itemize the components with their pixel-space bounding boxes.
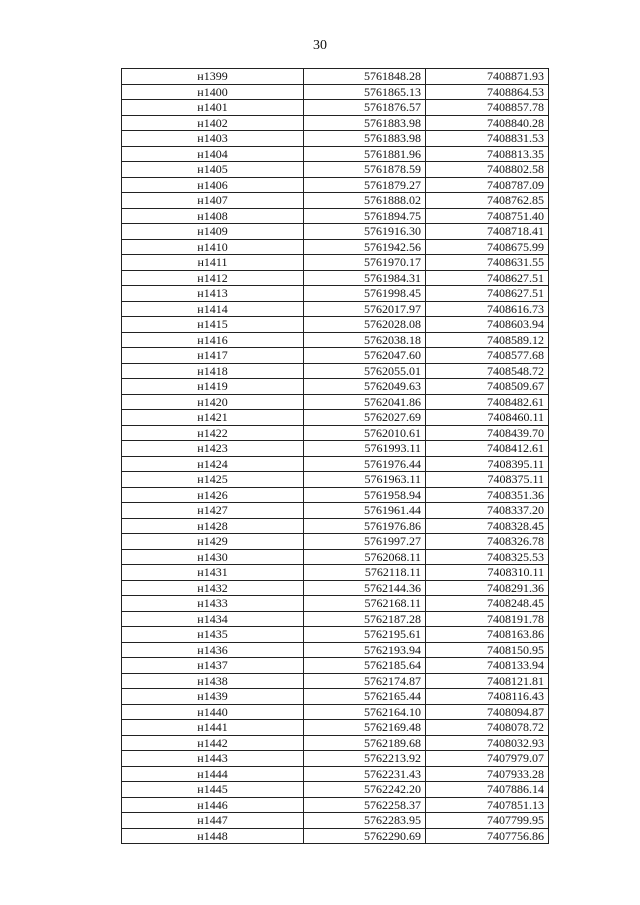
point-id-cell: н1444 bbox=[122, 766, 304, 782]
table-row bbox=[122, 348, 549, 364]
y-coordinate-cell: 7408291.36 bbox=[426, 580, 549, 596]
table-row bbox=[122, 193, 549, 209]
y-coordinate-cell: 7407799.95 bbox=[426, 813, 549, 829]
y-coordinate-cell: 7408840.28 bbox=[426, 115, 549, 131]
table-row bbox=[122, 549, 549, 565]
table-row bbox=[122, 565, 549, 581]
table-row bbox=[122, 317, 549, 333]
table-row bbox=[122, 162, 549, 178]
y-coordinate-cell: 7408121.81 bbox=[426, 673, 549, 689]
x-coordinate-cell: 5762165.44 bbox=[304, 689, 426, 705]
point-id-cell: н1443 bbox=[122, 751, 304, 767]
table-row bbox=[122, 813, 549, 829]
table-row bbox=[122, 115, 549, 131]
page-number: 30 bbox=[313, 38, 327, 53]
table-row bbox=[122, 611, 549, 627]
point-id-cell: н1447 bbox=[122, 813, 304, 829]
x-coordinate-cell: 5762027.69 bbox=[304, 410, 426, 426]
y-coordinate-cell: 7408328.45 bbox=[426, 518, 549, 534]
point-id-cell: н1436 bbox=[122, 642, 304, 658]
point-id-cell: н1442 bbox=[122, 735, 304, 751]
x-coordinate-cell: 5761963.11 bbox=[304, 472, 426, 488]
point-id-cell: н1435 bbox=[122, 627, 304, 643]
point-id-cell: н1427 bbox=[122, 503, 304, 519]
point-id-cell: н1438 bbox=[122, 673, 304, 689]
x-coordinate-cell: 5761881.96 bbox=[304, 146, 426, 162]
table-row bbox=[122, 735, 549, 751]
point-id-cell: н1401 bbox=[122, 100, 304, 116]
y-coordinate-cell: 7408802.58 bbox=[426, 162, 549, 178]
x-coordinate-cell: 5762195.61 bbox=[304, 627, 426, 643]
table-row bbox=[122, 270, 549, 286]
y-coordinate-cell: 7408248.45 bbox=[426, 596, 549, 612]
table-row bbox=[122, 69, 549, 85]
table-row bbox=[122, 689, 549, 705]
table-row bbox=[122, 146, 549, 162]
x-coordinate-cell: 5761942.56 bbox=[304, 239, 426, 255]
table-row bbox=[122, 487, 549, 503]
table-row bbox=[122, 518, 549, 534]
x-coordinate-cell: 5761961.44 bbox=[304, 503, 426, 519]
table-row bbox=[122, 828, 549, 844]
x-coordinate-cell: 5762231.43 bbox=[304, 766, 426, 782]
y-coordinate-cell: 7408509.67 bbox=[426, 379, 549, 395]
table-row bbox=[122, 782, 549, 798]
x-coordinate-cell: 5762283.95 bbox=[304, 813, 426, 829]
x-coordinate-cell: 5762038.18 bbox=[304, 332, 426, 348]
table-row bbox=[122, 410, 549, 426]
y-coordinate-cell: 7408631.55 bbox=[426, 255, 549, 271]
point-id-cell: н1419 bbox=[122, 379, 304, 395]
x-coordinate-cell: 5761883.98 bbox=[304, 115, 426, 131]
y-coordinate-cell: 7408871.93 bbox=[426, 69, 549, 85]
x-coordinate-cell: 5762055.01 bbox=[304, 363, 426, 379]
x-coordinate-cell: 5762187.28 bbox=[304, 611, 426, 627]
table-row bbox=[122, 751, 549, 767]
point-id-cell: н1403 bbox=[122, 131, 304, 147]
point-id-cell: н1414 bbox=[122, 301, 304, 317]
x-coordinate-cell: 5761848.28 bbox=[304, 69, 426, 85]
y-coordinate-cell: 7408150.95 bbox=[426, 642, 549, 658]
point-id-cell: н1428 bbox=[122, 518, 304, 534]
coordinates-table bbox=[121, 68, 549, 844]
table-row bbox=[122, 658, 549, 674]
point-id-cell: н1440 bbox=[122, 704, 304, 720]
point-id-cell: н1407 bbox=[122, 193, 304, 209]
x-coordinate-cell: 5761916.30 bbox=[304, 224, 426, 240]
table-row bbox=[122, 673, 549, 689]
point-id-cell: н1424 bbox=[122, 456, 304, 472]
point-id-cell: н1437 bbox=[122, 658, 304, 674]
table-row bbox=[122, 394, 549, 410]
point-id-cell: н1416 bbox=[122, 332, 304, 348]
x-coordinate-cell: 5761879.27 bbox=[304, 177, 426, 193]
x-coordinate-cell: 5762047.60 bbox=[304, 348, 426, 364]
table-row bbox=[122, 332, 549, 348]
table-row bbox=[122, 720, 549, 736]
table-row bbox=[122, 363, 549, 379]
point-id-cell: н1418 bbox=[122, 363, 304, 379]
table-row bbox=[122, 766, 549, 782]
y-coordinate-cell: 7408589.12 bbox=[426, 332, 549, 348]
point-id-cell: н1423 bbox=[122, 441, 304, 457]
point-id-cell: н1448 bbox=[122, 828, 304, 844]
table-row bbox=[122, 131, 549, 147]
y-coordinate-cell: 7408762.85 bbox=[426, 193, 549, 209]
y-coordinate-cell: 7408460.11 bbox=[426, 410, 549, 426]
point-id-cell: н1429 bbox=[122, 534, 304, 550]
y-coordinate-cell: 7407756.86 bbox=[426, 828, 549, 844]
point-id-cell: н1434 bbox=[122, 611, 304, 627]
y-coordinate-cell: 7408857.78 bbox=[426, 100, 549, 116]
y-coordinate-cell: 7408351.36 bbox=[426, 487, 549, 503]
table-row bbox=[122, 177, 549, 193]
point-id-cell: н1400 bbox=[122, 84, 304, 100]
x-coordinate-cell: 5762168.11 bbox=[304, 596, 426, 612]
x-coordinate-cell: 5762185.64 bbox=[304, 658, 426, 674]
y-coordinate-cell: 7408310.11 bbox=[426, 565, 549, 581]
x-coordinate-cell: 5761993.11 bbox=[304, 441, 426, 457]
y-coordinate-cell: 7408548.72 bbox=[426, 363, 549, 379]
point-id-cell: н1402 bbox=[122, 115, 304, 131]
table-row bbox=[122, 580, 549, 596]
x-coordinate-cell: 5761998.45 bbox=[304, 286, 426, 302]
y-coordinate-cell: 7408439.70 bbox=[426, 425, 549, 441]
point-id-cell: н1432 bbox=[122, 580, 304, 596]
table-row bbox=[122, 534, 549, 550]
y-coordinate-cell: 7408325.53 bbox=[426, 549, 549, 565]
y-coordinate-cell: 7408116.43 bbox=[426, 689, 549, 705]
y-coordinate-cell: 7408718.41 bbox=[426, 224, 549, 240]
table-row bbox=[122, 224, 549, 240]
y-coordinate-cell: 7407886.14 bbox=[426, 782, 549, 798]
table-row bbox=[122, 286, 549, 302]
table-row bbox=[122, 472, 549, 488]
y-coordinate-cell: 7407851.13 bbox=[426, 797, 549, 813]
x-coordinate-cell: 5762169.48 bbox=[304, 720, 426, 736]
point-id-cell: н1417 bbox=[122, 348, 304, 364]
table-row bbox=[122, 797, 549, 813]
point-id-cell: н1409 bbox=[122, 224, 304, 240]
y-coordinate-cell: 7408627.51 bbox=[426, 270, 549, 286]
point-id-cell: н1441 bbox=[122, 720, 304, 736]
y-coordinate-cell: 7408163.86 bbox=[426, 627, 549, 643]
y-coordinate-cell: 7408864.53 bbox=[426, 84, 549, 100]
point-id-cell: н1410 bbox=[122, 239, 304, 255]
point-id-cell: н1439 bbox=[122, 689, 304, 705]
x-coordinate-cell: 5761865.13 bbox=[304, 84, 426, 100]
point-id-cell: н1411 bbox=[122, 255, 304, 271]
y-coordinate-cell: 7408603.94 bbox=[426, 317, 549, 333]
y-coordinate-cell: 7408627.51 bbox=[426, 286, 549, 302]
y-coordinate-cell: 7408094.87 bbox=[426, 704, 549, 720]
x-coordinate-cell: 5762017.97 bbox=[304, 301, 426, 317]
point-id-cell: н1415 bbox=[122, 317, 304, 333]
y-coordinate-cell: 7408577.68 bbox=[426, 348, 549, 364]
y-coordinate-cell: 7408078.72 bbox=[426, 720, 549, 736]
x-coordinate-cell: 5762213.92 bbox=[304, 751, 426, 767]
y-coordinate-cell: 7408675.99 bbox=[426, 239, 549, 255]
point-id-cell: н1425 bbox=[122, 472, 304, 488]
table-row bbox=[122, 208, 549, 224]
x-coordinate-cell: 5762164.10 bbox=[304, 704, 426, 720]
point-id-cell: н1445 bbox=[122, 782, 304, 798]
x-coordinate-cell: 5761876.57 bbox=[304, 100, 426, 116]
x-coordinate-cell: 5761997.27 bbox=[304, 534, 426, 550]
coordinates-table-body bbox=[122, 69, 549, 844]
y-coordinate-cell: 7408133.94 bbox=[426, 658, 549, 674]
point-id-cell: н1426 bbox=[122, 487, 304, 503]
point-id-cell: н1446 bbox=[122, 797, 304, 813]
point-id-cell: н1433 bbox=[122, 596, 304, 612]
x-coordinate-cell: 5761984.31 bbox=[304, 270, 426, 286]
y-coordinate-cell: 7408032.93 bbox=[426, 735, 549, 751]
y-coordinate-cell: 7408375.11 bbox=[426, 472, 549, 488]
x-coordinate-cell: 5761883.98 bbox=[304, 131, 426, 147]
table-row bbox=[122, 441, 549, 457]
y-coordinate-cell: 7407979.07 bbox=[426, 751, 549, 767]
x-coordinate-cell: 5762010.61 bbox=[304, 425, 426, 441]
y-coordinate-cell: 7408191.78 bbox=[426, 611, 549, 627]
point-id-cell: н1421 bbox=[122, 410, 304, 426]
x-coordinate-cell: 5761976.86 bbox=[304, 518, 426, 534]
x-coordinate-cell: 5762258.37 bbox=[304, 797, 426, 813]
x-coordinate-cell: 5761970.17 bbox=[304, 255, 426, 271]
y-coordinate-cell: 7408326.78 bbox=[426, 534, 549, 550]
x-coordinate-cell: 5761878.59 bbox=[304, 162, 426, 178]
table-row bbox=[122, 627, 549, 643]
y-coordinate-cell: 7408395.11 bbox=[426, 456, 549, 472]
table-row bbox=[122, 503, 549, 519]
table-row bbox=[122, 642, 549, 658]
x-coordinate-cell: 5762174.87 bbox=[304, 673, 426, 689]
point-id-cell: н1399 bbox=[122, 69, 304, 85]
x-coordinate-cell: 5762290.69 bbox=[304, 828, 426, 844]
y-coordinate-cell: 7408412.61 bbox=[426, 441, 549, 457]
y-coordinate-cell: 7408751.40 bbox=[426, 208, 549, 224]
point-id-cell: н1422 bbox=[122, 425, 304, 441]
table-row bbox=[122, 456, 549, 472]
x-coordinate-cell: 5762028.08 bbox=[304, 317, 426, 333]
y-coordinate-cell: 7408787.09 bbox=[426, 177, 549, 193]
y-coordinate-cell: 7408831.53 bbox=[426, 131, 549, 147]
table-row bbox=[122, 301, 549, 317]
x-coordinate-cell: 5762144.36 bbox=[304, 580, 426, 596]
y-coordinate-cell: 7408813.35 bbox=[426, 146, 549, 162]
point-id-cell: н1404 bbox=[122, 146, 304, 162]
point-id-cell: н1405 bbox=[122, 162, 304, 178]
table-row bbox=[122, 379, 549, 395]
table-row bbox=[122, 255, 549, 271]
point-id-cell: н1413 bbox=[122, 286, 304, 302]
point-id-cell: н1420 bbox=[122, 394, 304, 410]
y-coordinate-cell: 7408482.61 bbox=[426, 394, 549, 410]
point-id-cell: н1408 bbox=[122, 208, 304, 224]
table-row bbox=[122, 425, 549, 441]
x-coordinate-cell: 5762041.86 bbox=[304, 394, 426, 410]
x-coordinate-cell: 5762068.11 bbox=[304, 549, 426, 565]
table-row bbox=[122, 100, 549, 116]
table-row bbox=[122, 704, 549, 720]
x-coordinate-cell: 5762049.63 bbox=[304, 379, 426, 395]
x-coordinate-cell: 5761894.75 bbox=[304, 208, 426, 224]
point-id-cell: н1412 bbox=[122, 270, 304, 286]
x-coordinate-cell: 5762242.20 bbox=[304, 782, 426, 798]
table-row bbox=[122, 596, 549, 612]
table-row bbox=[122, 239, 549, 255]
x-coordinate-cell: 5762118.11 bbox=[304, 565, 426, 581]
table-row bbox=[122, 84, 549, 100]
y-coordinate-cell: 7408337.20 bbox=[426, 503, 549, 519]
y-coordinate-cell: 7407933.28 bbox=[426, 766, 549, 782]
point-id-cell: н1430 bbox=[122, 549, 304, 565]
x-coordinate-cell: 5761976.44 bbox=[304, 456, 426, 472]
point-id-cell: н1406 bbox=[122, 177, 304, 193]
x-coordinate-cell: 5761888.02 bbox=[304, 193, 426, 209]
point-id-cell: н1431 bbox=[122, 565, 304, 581]
y-coordinate-cell: 7408616.73 bbox=[426, 301, 549, 317]
x-coordinate-cell: 5761958.94 bbox=[304, 487, 426, 503]
x-coordinate-cell: 5762193.94 bbox=[304, 642, 426, 658]
x-coordinate-cell: 5762189.68 bbox=[304, 735, 426, 751]
